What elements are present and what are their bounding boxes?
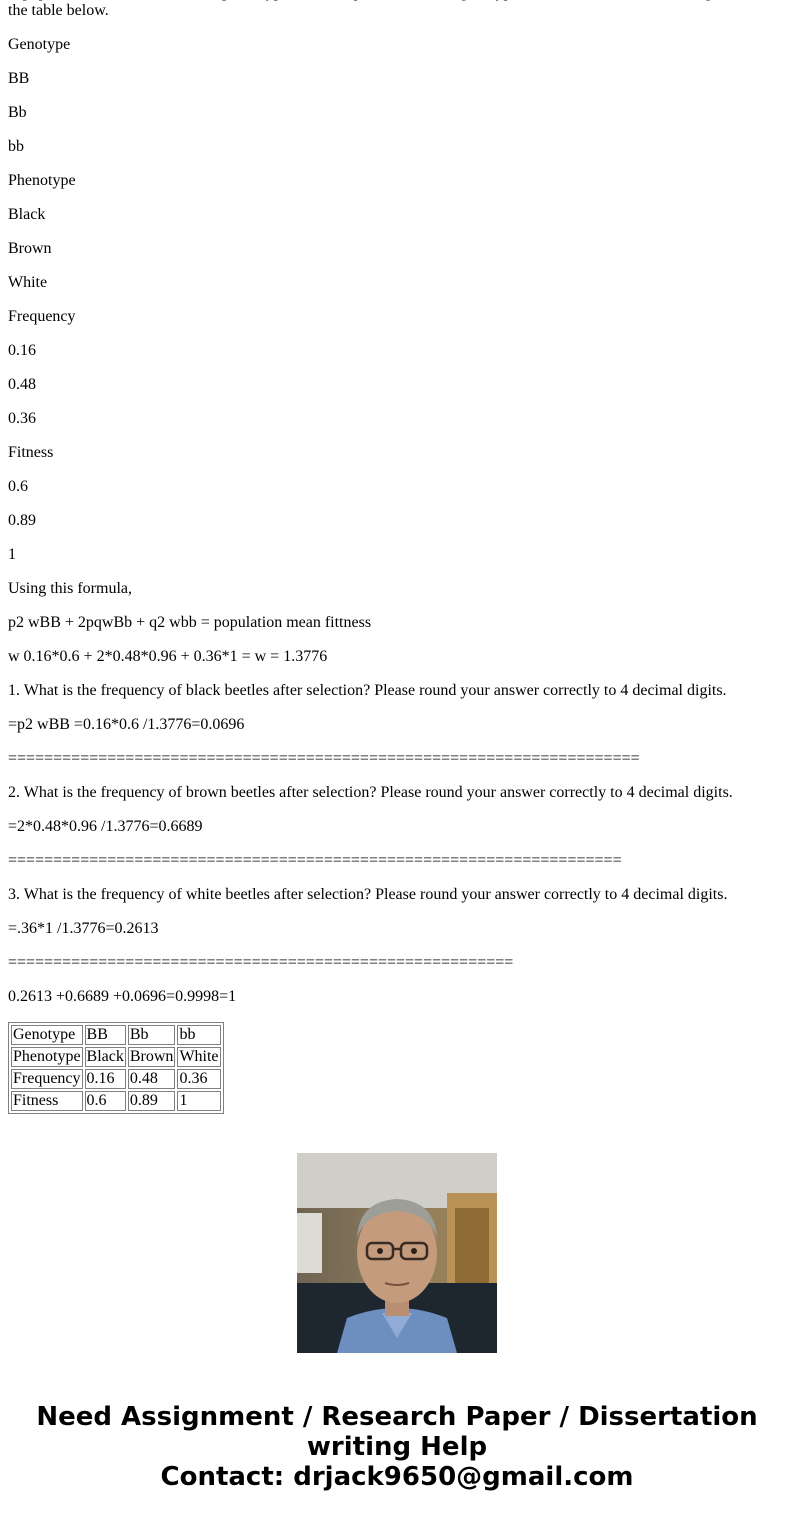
separator: ====================================================================: [8, 852, 622, 869]
intro-paragraph: the table below.: [8, 2, 109, 19]
table-cell: Brown: [129, 1048, 174, 1065]
text-line: White: [8, 274, 48, 291]
question-2: 2. What is the frequency of brown beetles after selection? Please round your answer correctly to 4 decimal digits.: [8, 784, 733, 801]
text-line: Black: [8, 206, 46, 223]
author-avatar: [297, 1153, 497, 1353]
text-line: 1: [8, 546, 16, 563]
text-line: 0.48: [8, 376, 36, 393]
text-line: Brown: [8, 240, 52, 257]
table-cell: Genotype: [11, 1025, 83, 1045]
text-line: bb: [8, 138, 24, 155]
table-cell: 0.16: [85, 1069, 126, 1089]
text-line: 0.89: [8, 512, 36, 529]
document-body: [8, 0, 778, 1114]
text-line: Genotype: [8, 36, 71, 53]
banner-line-2: writing Help: [306, 1432, 488, 1462]
table-cell: White: [179, 1048, 219, 1065]
table-cell: bb: [177, 1025, 220, 1045]
table-cell: Bb: [128, 1025, 176, 1045]
text-line: Frequency: [8, 308, 76, 325]
author-portrait: [297, 1153, 497, 1353]
text-line: Phenotype: [8, 172, 76, 189]
formula-line: p2 wBB + 2pqwBb + q2 wbb = population mean fittness: [8, 614, 372, 631]
separator: ========================================================: [8, 954, 514, 971]
genotype-table: [8, 1022, 224, 1114]
text-line: 0.36: [8, 410, 36, 427]
table-row: [11, 1025, 221, 1045]
table-cell: 0.48: [128, 1069, 176, 1089]
answer-3: =.36*1 /1.3776=0.2613: [8, 920, 159, 937]
table-cell: Frequency: [11, 1069, 83, 1089]
table-cell: 0.89: [128, 1091, 176, 1111]
question-1: 1. What is the frequency of black beetles after selection? Please round your answer correctly to 4 decimal digits.: [8, 682, 727, 699]
table-cell: 0.36: [177, 1069, 220, 1089]
table-cell: 1: [177, 1091, 220, 1111]
text-line: Using this formula,: [8, 580, 132, 597]
table-cell: Phenotype: [13, 1048, 81, 1065]
table-cell: 0.6: [85, 1091, 126, 1111]
table-row: [11, 1069, 221, 1089]
text-line: 0.6: [8, 478, 28, 495]
text-line: BB: [8, 70, 30, 87]
table-cell: Black: [86, 1048, 124, 1065]
sum-check: 0.2613 +0.6689 +0.0696=0.9998=1: [8, 988, 237, 1005]
contact-banner: [0, 1402, 794, 1492]
text-line: Bb: [8, 104, 27, 121]
table-row: [11, 1047, 221, 1067]
question-3: 3. What is the frequency of white beetles after selection? Please round your answer correctly to 4 decimal digits.: [8, 886, 728, 903]
text-line: 0.16: [8, 342, 36, 359]
intro-clip: [8, 0, 778, 20]
answer-1: =p2 wBB =0.16*0.6 /1.3776=0.0696: [8, 716, 245, 733]
table-cell: BB: [85, 1025, 126, 1045]
banner-line-1: Need Assignment / Research Paper / Dissertation: [36, 1402, 758, 1432]
answer-2: =2*0.48*0.96 /1.3776=0.6689: [8, 818, 203, 835]
text-line: Fitness: [8, 444, 54, 461]
banner-contact: Contact: drjack9650@gmail.com: [160, 1462, 634, 1492]
table-row: [11, 1091, 221, 1111]
table-cell: Fitness: [11, 1091, 83, 1111]
formula-line: w 0.16*0.6 + 2*0.48*0.96 + 0.36*1 = w = 1.3776: [8, 648, 328, 665]
separator: ======================================================================: [8, 750, 640, 767]
